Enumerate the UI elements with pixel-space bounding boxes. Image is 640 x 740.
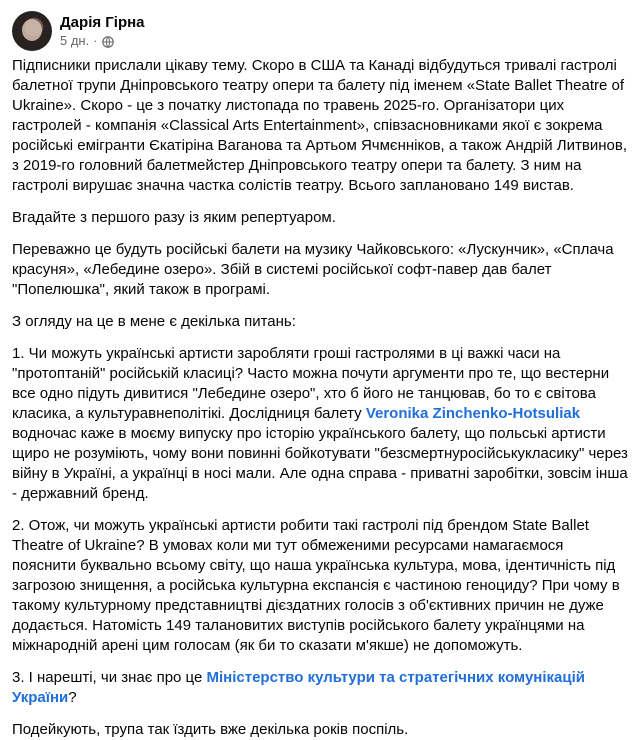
post-paragraph: З огляду на це в мене є декілька питань: <box>12 313 296 330</box>
post-timestamp[interactable]: 5 дн. <box>60 33 90 48</box>
post-paragraph: 2. Отож, чи можуть українські артисти робити такі гастролі під брендом State Ballet Theatre of Ukraine? В умовах коли ми тут обмеженими ресурсами намагаємося пояснити буквально всьому світу, що наша українська культура, мова, ідентичність під загрозою знищення, а російська культурна експансія є частиною геноциду? При чому в такому культурному представництві дієздатних голосів з об'єктивних причин не дуже додається. Натомість 149 талановитих виступів російського балету українцями на міжнародній арені цим голосам (як би то сказати м'якше) не допоможуть. <box>12 517 620 654</box>
paragraph-text: 3. І нарешті, чи знає про це <box>12 669 207 686</box>
post-body <box>12 56 630 740</box>
post-paragraph <box>12 344 630 504</box>
author-name[interactable]: Дарія Гірна <box>60 14 145 31</box>
post-subline <box>60 32 145 49</box>
tagged-page-link[interactable]: Міністерство культури та стратегічних комунікацій України <box>12 669 585 706</box>
avatar[interactable] <box>12 11 52 51</box>
post-paragraph: Переважно це будуть російські балети на музику Чайковського: «Лускунчик», «Сплача красуня», «Лебедине озеро». Збій в системі російської софт-павер дав балет "Попелюшка", який також в програмі. <box>12 241 614 298</box>
paragraph-text: ? <box>68 689 77 706</box>
tagged-person-link[interactable]: Veronika Zinchenko-Hotsuliak <box>365 405 581 422</box>
paragraph-text: водночас каже в моєму випуску про історію українського балету, що польські артисти щиро не розуміють, чому вони повинні бойкотувати "безсмертнуросійськукласику" через війну в Україні, а українці в носі мали. Але одна справа - приватні заробітки, зовсім інша - державний бренд. <box>12 425 628 502</box>
separator-dot: · <box>93 33 98 48</box>
post-paragraph: Підписники прислали цікаву тему. Скоро в США та Канаді відбудуться тривалі гастролі балетної трупи Дніпровського театру опери та балету під іменем «State Ballet Theatre of Ukraine». Скоро - це з початку листопада по травень 2025-го. Організатори цих гастролей - компанія «Classical Arts Entertainment», співзасновниками якої є зокрема російські емігранти Єкатіріна Ваганова та Артьом Ячмєнніков, а також Андрій Литвинов, з 2019-го головний балетмейстер Дніпровського театру опери та балету. З ним на гастролі вирушає значна частка солістів театру. Всього заплановано 149 вистав. <box>12 57 627 194</box>
post-meta <box>60 13 145 49</box>
post-paragraph: Вгадайте з першого разу із яким репертуаром. <box>12 209 336 226</box>
globe-icon <box>102 35 114 47</box>
post-paragraph <box>12 668 630 708</box>
post-paragraph: Подейкують, трупа так їздить вже декілька років поспіль. <box>12 721 409 738</box>
paragraph-text: 1. Чи можуть українські артисти заробляти гроші гастролями в ці важкі часи на "протоптаній" російській класиці? Часто можна почути аргументи про те, що вестерни все одно підуть дивитися "Лебедине озеро", хто б його не танцював, бо то є світова класика, а культуравнеполітікі. Дослідниця балету <box>12 345 610 422</box>
post-header <box>12 0 630 56</box>
